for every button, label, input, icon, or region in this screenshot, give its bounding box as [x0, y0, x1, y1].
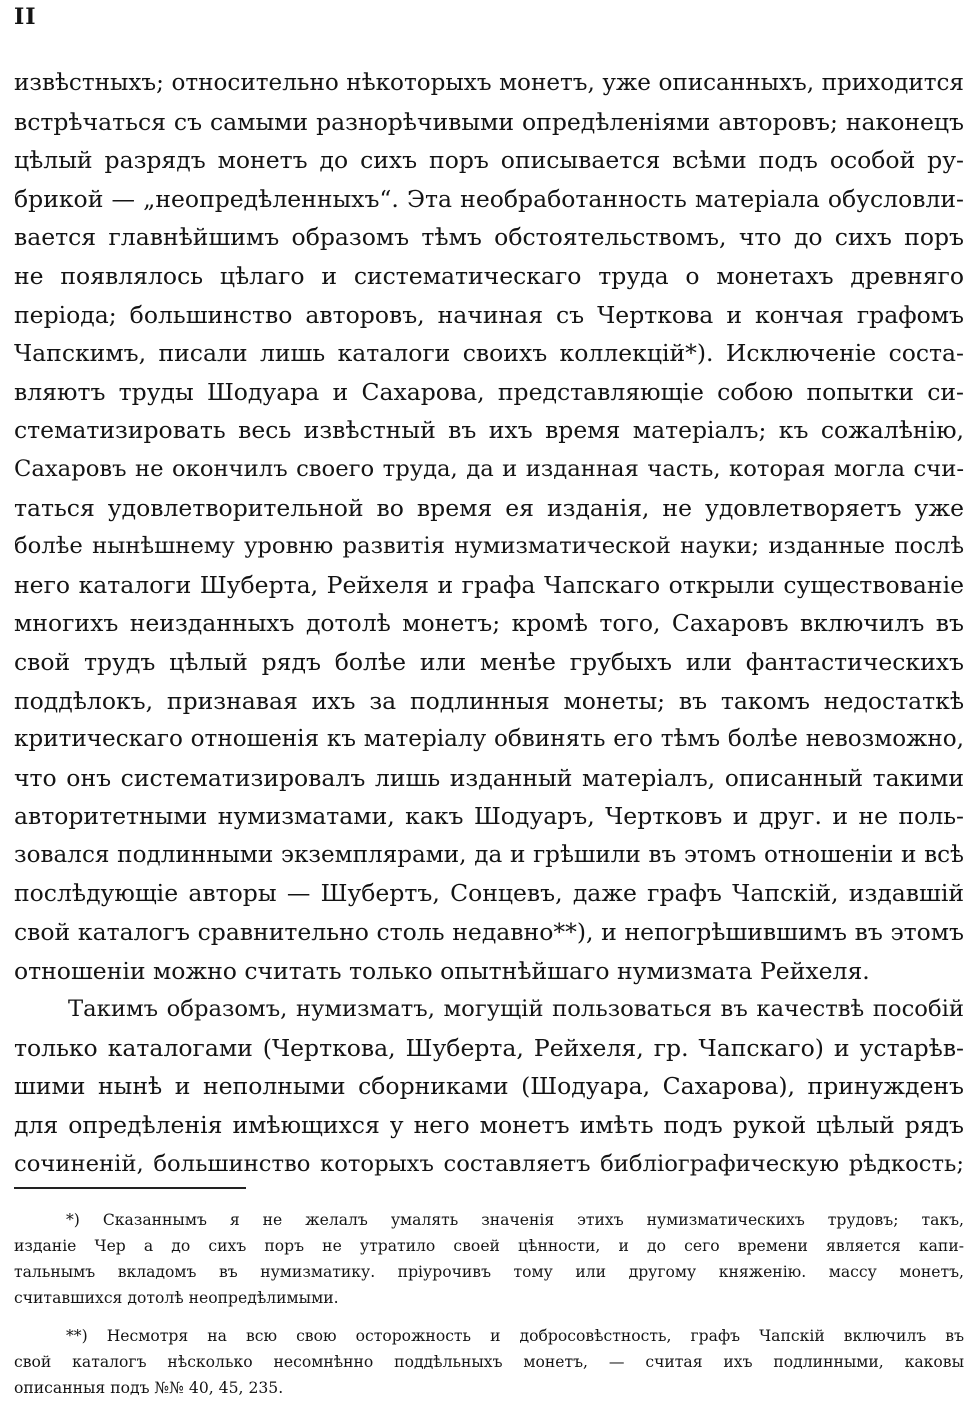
text-line: періода; большинство авторовъ, начиная съ Черткова и кончая графомъ: [14, 300, 964, 329]
main-text: [14, 64, 964, 1183]
text-line: зовался подлинными экземплярами, да и грѣшили въ этомъ отношеніи и всѣ: [14, 841, 964, 868]
footnote-2: [14, 1323, 964, 1401]
text-line: многихъ неизданныхъ дотолѣ монетъ; кромѣ того, Сахаровъ включилъ въ: [14, 609, 964, 638]
text-line: не появлялось цѣлаго и систематическаго труда о монетахъ древняго: [14, 261, 964, 290]
text-line: свой трудъ цѣлый рядъ болѣе или менѣе грубыхъ или фантастическихъ: [14, 647, 964, 676]
text-line: только каталогами (Черткова, Шуберта, Рейхеля, гр. Чапскаго) и устарѣв-: [14, 1033, 964, 1062]
text-line: извѣстныхъ; относительно нѣкоторыхъ монетъ, уже описанныхъ, приходится: [14, 70, 964, 96]
footnote-line: описанныя подъ №№ 40, 45, 235.: [14, 1379, 284, 1397]
text-line: что онъ систематизировалъ лишь изданный матеріалъ, описанный такими: [14, 763, 964, 792]
text-line: него каталоги Шуберта, Рейхеля и графа Чапскаго открыли существованіе: [14, 570, 964, 599]
text-line: послѣдующіе авторы — Шубертъ, Сонцевъ, даже графъ Чапскій, издавшій: [14, 879, 964, 908]
footnote-line: *) Сказаннымъ я не желалъ умалять значенія этихъ нумизматическихъ трудовъ; такъ,: [66, 1211, 964, 1229]
text-line: свой каталогъ сравнительно столь недавно**), и непогрѣшившимъ въ этомъ: [14, 918, 964, 947]
footnote-divider: [14, 1187, 246, 1189]
text-line-paragraph-end: отношеніи можно считать только опытнѣйшаго нумизмата Рейхеля.: [14, 956, 870, 985]
text-line: брикой — „неопредѣленныхъ“. Эта необработанность матеріала обусловли-: [14, 184, 964, 213]
text-line: поддѣлокъ, признавая ихъ за подлинныя монеты; въ такомъ недостаткѣ: [14, 686, 964, 715]
footnote-line: **) Несмотря на всю свою осторожность и добросовѣстность, графъ Чапскій включилъ въ: [66, 1327, 964, 1345]
text-line: шими нынѣ и неполными сборниками (Шодуара, Сахарова), принужденъ: [14, 1072, 964, 1101]
text-line: таться удовлетворительной во время ея изданія, не удовлетворяетъ уже: [14, 493, 964, 522]
text-line: встрѣчаться съ самыми разнорѣчивыми опредѣленіями авторовъ; наконецъ: [14, 107, 964, 136]
text-line: сочиненій, большинство которыхъ составляетъ библіографическую рѣдкость;: [14, 1150, 964, 1177]
footnote-gap: [14, 1311, 964, 1323]
footnote-line: считавшихся дотолѣ неопредѣлимыми.: [14, 1289, 339, 1307]
text-line: авторитетными нумизматами, какъ Шодуаръ, Чертковъ и друг. и не поль-: [14, 802, 964, 831]
footnote-1: [14, 1207, 964, 1311]
text-line: Сахаровъ не окончилъ своего труда, да и изданная часть, которая могла счи-: [14, 455, 964, 482]
text-line: цѣлый разрядъ монетъ до сихъ поръ описывается всѣми подъ особой ру-: [14, 146, 964, 175]
page-number: II: [14, 4, 37, 30]
text-line: вается главнѣйшимъ образомъ тѣмъ обстоятельствомъ, что до сихъ поръ: [14, 223, 964, 252]
footnote-line: свой каталогъ нѣсколько несомнѣнно поддѣльныхъ монетъ, — считая ихъ подлинными, каковы: [14, 1353, 964, 1371]
text-line: Чапскимъ, писали лишь каталоги своихъ коллекцій*). Исключеніе соста-: [14, 339, 964, 368]
text-line-paragraph-start: Такимъ образомъ, нумизматъ, могущій пользоваться въ качествѣ пособій: [68, 996, 964, 1023]
text-line: болѣе нынѣшнему уровню развитія нумизматической науки; изданные послѣ: [14, 533, 964, 560]
footnote-line: тальнымъ вкладомъ въ нумизматику. пріурочивъ тому или другому княженію. массу монетъ,: [14, 1263, 964, 1281]
footnote-line: изданіе Чер а до сихъ поръ не утратило своей цѣнности, и до сего времени является капи-: [14, 1237, 964, 1255]
footnotes: [14, 1207, 964, 1401]
text-line: для опредѣленія имѣющихся у него монетъ имѣть подъ рукой цѣлый рядъ: [14, 1111, 964, 1140]
text-line: критическаго отношенія къ матеріалу обвинять его тѣмъ болѣе невозможно,: [14, 726, 964, 753]
text-line: вляютъ труды Шодуара и Сахарова, представляющіе собою попытки си-: [14, 377, 964, 406]
text-line: стематизировать весь извѣстный въ ихъ время матеріалъ; къ сожалѣнію,: [14, 416, 964, 445]
